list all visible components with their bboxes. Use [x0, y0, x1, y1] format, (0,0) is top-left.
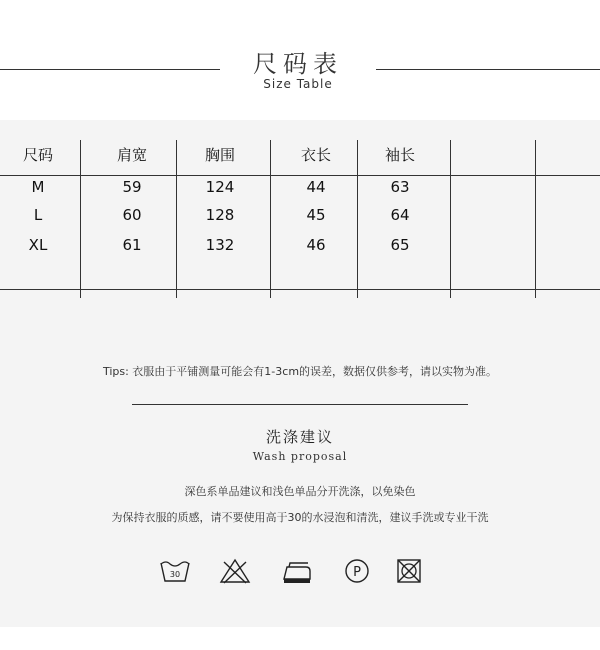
- table-cell: M: [31, 178, 45, 196]
- table-cell: 60: [122, 206, 142, 224]
- wash-title: 洗涤建议: [265, 428, 334, 446]
- table-cell: 63: [390, 178, 410, 196]
- wash-note-1: 深色系单品建议和浅色单品分开洗涤，以免染色: [184, 485, 416, 498]
- table-col-divider: [80, 140, 81, 298]
- page-title: 尺码表: [253, 50, 343, 78]
- size-table: [0, 140, 600, 298]
- table-cell: 64: [390, 206, 410, 224]
- no-bleach-icon: [218, 557, 252, 585]
- dry-clean-p-icon: [340, 557, 374, 585]
- table-cell: 44: [306, 178, 326, 196]
- table-row-divider: [0, 289, 600, 290]
- header-right-rule: [376, 69, 600, 70]
- table-cell: 128: [205, 206, 235, 224]
- dry-clean-letter: P: [353, 565, 361, 580]
- wash-temp-label: 30: [169, 570, 181, 579]
- content-panel: [0, 120, 600, 627]
- care-icons: [0, 557, 600, 587]
- table-col-divider: [535, 140, 536, 298]
- table-header-cell: 衣长: [300, 146, 331, 164]
- wash-30-icon: [158, 557, 192, 585]
- table-header-cell: 袖长: [384, 146, 415, 164]
- table-col-divider: [176, 140, 177, 298]
- table-cell: XL: [28, 236, 48, 254]
- table-cell: 132: [205, 236, 235, 254]
- page-subtitle: Size Table: [263, 77, 333, 91]
- section-divider: [132, 404, 468, 405]
- table-cell: 61: [122, 236, 142, 254]
- table-cell: 65: [390, 236, 410, 254]
- no-tumble-dry-icon: [392, 557, 426, 585]
- iron-low-icon: [280, 557, 314, 585]
- table-header-cell: 肩宽: [116, 146, 147, 164]
- table-cell: L: [33, 206, 43, 224]
- table-col-divider: [450, 140, 451, 298]
- table-header-cell: 胸围: [204, 146, 235, 164]
- table-header-cell: 尺码: [22, 146, 53, 164]
- tips-text: Tips: 衣服由于平铺测量可能会有1-3cm的误差，数据仅供参考，请以实物为准。: [102, 365, 498, 378]
- wash-subtitle: Wash proposal: [252, 450, 348, 463]
- table-col-divider: [357, 140, 358, 298]
- table-row-divider: [0, 175, 600, 176]
- table-cell: 124: [205, 178, 235, 196]
- table-cell: 59: [122, 178, 142, 196]
- wash-note-2: 为保持衣服的质感，请不要使用高于30的水浸泡和清洗，建议手洗或专业干洗: [111, 511, 489, 524]
- header-left-rule: [0, 69, 220, 70]
- table-cell: 45: [306, 206, 326, 224]
- table-col-divider: [270, 140, 271, 298]
- table-cell: 46: [306, 236, 326, 254]
